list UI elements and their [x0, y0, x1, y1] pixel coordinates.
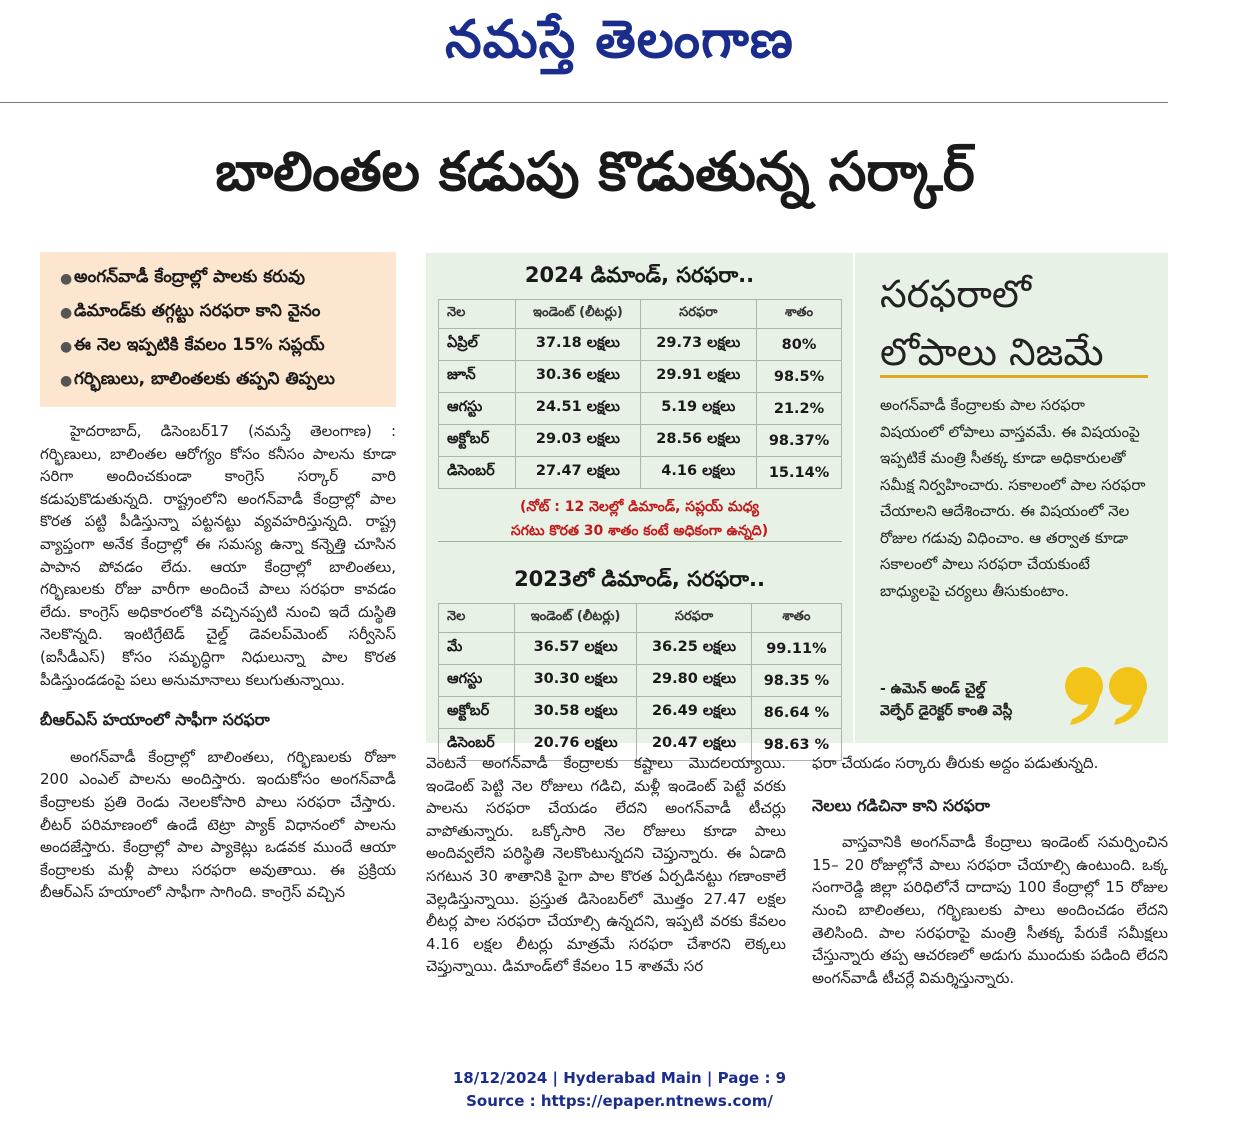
masthead [0, 0, 1239, 100]
quote-title-line: సరఫరాలో [880, 272, 1031, 316]
table-cell: డిసెంబర్ [439, 457, 516, 489]
table-note-line: సగటు కొరత 30 శాతం కంటే అధికంగా ఉన్నది) [510, 523, 769, 539]
table-cell: మే [439, 633, 515, 665]
data-tables-box [426, 253, 853, 753]
table-cell: 26.49 లక్షలు [637, 697, 752, 729]
column-header: సరఫరా [637, 604, 752, 633]
table-cell: 30.30 లక్షలు [515, 665, 637, 697]
table-row [439, 361, 842, 393]
column-header: ఇండెంట్ (లీటర్లు) [515, 604, 637, 633]
table-2024-title: 2024 డిమాండ్, సరఫరా.. [524, 263, 755, 287]
footer-source-link[interactable]: Source : https://epaper.ntnews.com/ [466, 1092, 773, 1110]
signature-line: వెల్ఫేర్ డైరెక్టర్ కాంతి వెస్లీ [880, 703, 1013, 719]
quote-title-line: లోపాలు నిజమే [880, 330, 1104, 374]
table-cell: జూన్ [439, 361, 516, 393]
table-cell: 30.58 లక్షలు [515, 697, 637, 729]
newspaper-logo: నమస్తే తెలంగాణ [445, 10, 794, 70]
table-cell: 15.14% [757, 457, 842, 489]
table-cell: 20.76 లక్షలు [515, 729, 637, 761]
table-cell: 98.5% [757, 361, 842, 393]
table-header-row [439, 604, 842, 633]
footer-date-line: 18/12/2024 | Hyderabad Main | Page : 9 [452, 1069, 787, 1087]
table-cell: 28.56 లక్షలు [640, 425, 757, 457]
article-paragraph: హైదరాబాద్, డిసెంబర్17 (నమస్తే తెలంగాణ) : గర్భిణులు, బాలింతల ఆరోగ్యం కోసం కనీసం పాలను కూడా సరిగా అందించకుండా కాంగ్రెస్ సర్కార్ వారి కడుపుకొడుతున్నది. రాష్ట్రంలోని అంగన్‌వాడీ కేంద్రాల్లో పాల కొరత పట్టి పీడిస్తున్నా పట్టనట్టు వ్యవహరిస్తున్నది. రాష్ట్ర వ్యాప్తంగా అనేక కేంద్రాల్లో ఈ సమస్య ఉన్నా కన్నెత్తి చూసిన పాపాన పోవడం లేదు. ఆయా కేంద్రాల్లో బాలింతలు, గర్భిణులకు రోజు వారీగా అందించే పాలు సరఫరా కావడం లేదు. కాంగ్రెస్ అధికారంలోకి వచ్చినప్పటి నుంచి ఇదే దుస్థితి నెలకొన్నది. ఇంటిగ్రేటెడ్ చైల్డ్ డెవలప్‌మెంట్ సర్వీసెస్ (ఐసీడీఎస్) కోసం సమృద్ధిగా నిధులున్నా పాల కొరత పీడిస్తుండడంపై పలు అనుమానాలు కలుగుతున్నాయి. [40, 422, 396, 689]
highlight-text: ఈ నెల ఇప్పటికి కేవలం 15% సప్లయ్ [74, 335, 325, 355]
highlight-item [40, 330, 396, 364]
section-subhead: నెలలు గడిచినా కాని సరఫరా [812, 795, 990, 815]
table-2023-title: 2023లో డిమాండ్, సరఫరా.. [514, 567, 765, 591]
quote-title [880, 265, 1104, 381]
column-header: సరఫరా [640, 300, 757, 329]
masthead-divider [0, 102, 1168, 103]
table-2023 [438, 603, 842, 761]
headline: బాలింతల కడుపు కొడుతున్న సర్కార్ [215, 140, 975, 203]
table-cell: 27.47 లక్షలు [516, 457, 640, 489]
table-cell: 86.64 % [751, 697, 841, 729]
column-header: నెల [439, 300, 516, 329]
table-cell: 80% [757, 329, 842, 361]
article-column-1 [40, 420, 396, 904]
highlight-text: డిమాండ్‌కు తగ్గట్టు సరఫరా కాని వైనం [74, 301, 321, 321]
table-cell: 29.80 లక్షలు [637, 665, 752, 697]
table-row [439, 393, 842, 425]
table-note-line: (నోట్ : 12 నెలల్లో డిమాండ్, సప్లయ్ మధ్య [520, 499, 759, 515]
column-header: శాతం [751, 604, 841, 633]
bullet-icon: ● [60, 339, 73, 355]
table-cell: 21.2% [757, 393, 842, 425]
table-header-row [439, 300, 842, 329]
bullet-icon: ● [60, 373, 73, 389]
table-note [426, 495, 853, 543]
highlight-text: గర్భిణులు, బాలింతలకు తప్పని తిప్పలు [74, 369, 335, 389]
column-header: శాతం [757, 300, 842, 329]
column-header: ఇండెంట్ (లీటర్లు) [516, 300, 640, 329]
table-cell: 29.73 లక్షలు [640, 329, 757, 361]
bullet-icon: ● [60, 271, 73, 287]
table-cell: 4.16 లక్షలు [640, 457, 757, 489]
highlight-item [40, 296, 396, 330]
table-2024 [438, 299, 842, 489]
table-cell: 98.37% [757, 425, 842, 457]
highlight-item [40, 364, 396, 398]
table-cell: 36.25 లక్షలు [637, 633, 752, 665]
column-header: నెల [439, 604, 515, 633]
table-cell: ఏప్రిల్ [439, 329, 516, 361]
article-column-3 [812, 752, 1168, 989]
quote-body: అంగన్‌వాడీ కేంద్రాలకు పాల సరఫరా విషయంలో లోపాలు వాస్తవమే. ఈ విషయంపై ఇప్పటికే మంత్రి సీతక్క కూడా అధికారులతో సమీక్ష నిర్వహించారు. సకాలంలో పాల సరఫరా చేయాలని ఆదేశించారు. ఈ విషయంలో నెల రోజుల గడువు విధించాం. ఆ తర్వాత కూడా సకాలంలో పాలు సరఫరా చేయకుంటే బాధ్యులపై చర్యలు తీసుకుంటాం. [880, 396, 1146, 600]
article-column-2 [426, 752, 786, 978]
signature-line: - ఉమెన్ అండ్ చైల్డ్ [880, 681, 986, 697]
table-row [439, 633, 842, 665]
table-cell: అక్టోబర్ [439, 425, 516, 457]
highlight-item [40, 262, 396, 296]
table-cell: 29.03 లక్షలు [516, 425, 640, 457]
table-cell: ఆగస్టు [439, 665, 515, 697]
table-cell: 20.47 లక్షలు [637, 729, 752, 761]
quote-marks-icon [1062, 664, 1154, 730]
table-cell: డిసెంబర్ [439, 729, 515, 761]
table-row [439, 665, 842, 697]
table-row [439, 697, 842, 729]
table-cell: 24.51 లక్షలు [516, 393, 640, 425]
article-paragraph: ఫరా చేయడం సర్కారు తీరుకు అద్దం పడుతున్నది. [812, 754, 1099, 772]
table-cell: 98.35 % [751, 665, 841, 697]
article-paragraph: వెంటనే అంగన్‌వాడీ కేంద్రాలకు కష్టాలు మొదలయ్యాయి. ఇండెంట్ పెట్టి నెల రోజులు గడిచి, మళ్లీ ఇండెంట్ పెట్టే వరకు పాలను సరఫరా చేయడం లేదని అంగన్‌వాడీ టీచర్లు వాపోతున్నారు. ఒక్కోసారి నెల రోజులు కూడా పాలు అందివ్వలేని పరిస్థితి నెలకొంటున్నదని చెప్తున్నారు. ఈ ఏడాది సగటున 30 శాతానికి పైగా పాల కొరత ఏర్పడినట్టు గణాంకాలే వెల్లడిస్తున్నాయి. ప్రస్తుత డిసెంబర్‌లో మొత్తం 27.47 లక్షల లీటర్ల పాల సరఫరా చేయాల్సి ఉన్నదని, ఇప్పటి వరకు కేవలం 4.16 లక్షల లీటర్లు మాత్రమే సరఫరా చేశారని లెక్కలు చెప్తున్నాయి. డిమాండ్‌లో కేవలం 15 శాతమే సర [426, 754, 786, 976]
highlight-text: అంగన్‌వాడీ కేంద్రాల్లో పాలకు కరువు [74, 267, 306, 287]
section-subhead: బీఆర్‌ఎస్ హయాంలో సాఫీగా సరఫరా [40, 710, 270, 730]
table-cell: 37.18 లక్షలు [516, 329, 640, 361]
table-cell: ఆగస్టు [439, 393, 516, 425]
quote-signature [880, 678, 1060, 722]
table-cell: 98.63 % [751, 729, 841, 761]
table-cell: అక్టోబర్ [439, 697, 515, 729]
table-row [439, 457, 842, 489]
highlights-box [40, 252, 396, 407]
bullet-icon: ● [60, 305, 73, 321]
table-cell: 36.57 లక్షలు [515, 633, 637, 665]
quote-title-underline [880, 375, 1148, 378]
article-paragraph: అంగన్‌వాడీ కేంద్రాల్లో బాలింతలు, గర్భిణులకు రోజూ 200 ఎంఎల్ పాలను అందిస్తారు. ఇందుకోసం అంగన్‌వాడీ కేంద్రాలకు ప్రతి రెండు నెలలకోసారి పాలు సరఫరా చేస్తారు. లీటర్ పరిమాణంలో ఉండే టెట్రా ప్యాక్ విధానంలో పాలను అందజేస్తారు. కేంద్రాల్లో పాల ప్యాకెట్లు ఒడవక ముందే ఆయా కేంద్రాలకు మళ్లీ పాలు సరఫరా అవుతాయి. ఈ ప్రక్రియ బీఆర్‌ఎస్ హయాంలో సాఫీగా సాగింది. కాంగ్రెస్ వచ్చిన [40, 747, 396, 902]
table-row [439, 425, 842, 457]
page-footer [0, 1067, 1239, 1113]
article-paragraph: వాస్తవానికి అంగన్‌వాడీ కేంద్రాలు ఇండెంట్ సమర్పించిన 15– 20 రోజుల్లోనే పాలు సరఫరా చేయాల్సి ఉంటుంది. ఒక్క సంగారెడ్డి జిల్లా పరిధిలోనే దాదాపు 100 కేంద్రాల్లో 15 రోజుల నుంచి బాలింతలు, గర్భిణులకు పాలు అందించడం లేదని తెలిసింది. పాల సరఫరాపై మంత్రి సీతక్క పేరుకే సమీక్షలు చేస్తున్నారు తప్ప ఆచరణలో అడుగు ముందుకు పడింది లేదని అంగన్‌వాడీ టీచర్లే విమర్శిస్తున్నారు. [812, 833, 1168, 987]
table-cell: 30.36 లక్షలు [516, 361, 640, 393]
table-separator [438, 541, 842, 542]
table-cell: 5.19 లక్షలు [640, 393, 757, 425]
table-cell: 99.11% [751, 633, 841, 665]
table-row [439, 329, 842, 361]
table-cell: 29.91 లక్షలు [640, 361, 757, 393]
